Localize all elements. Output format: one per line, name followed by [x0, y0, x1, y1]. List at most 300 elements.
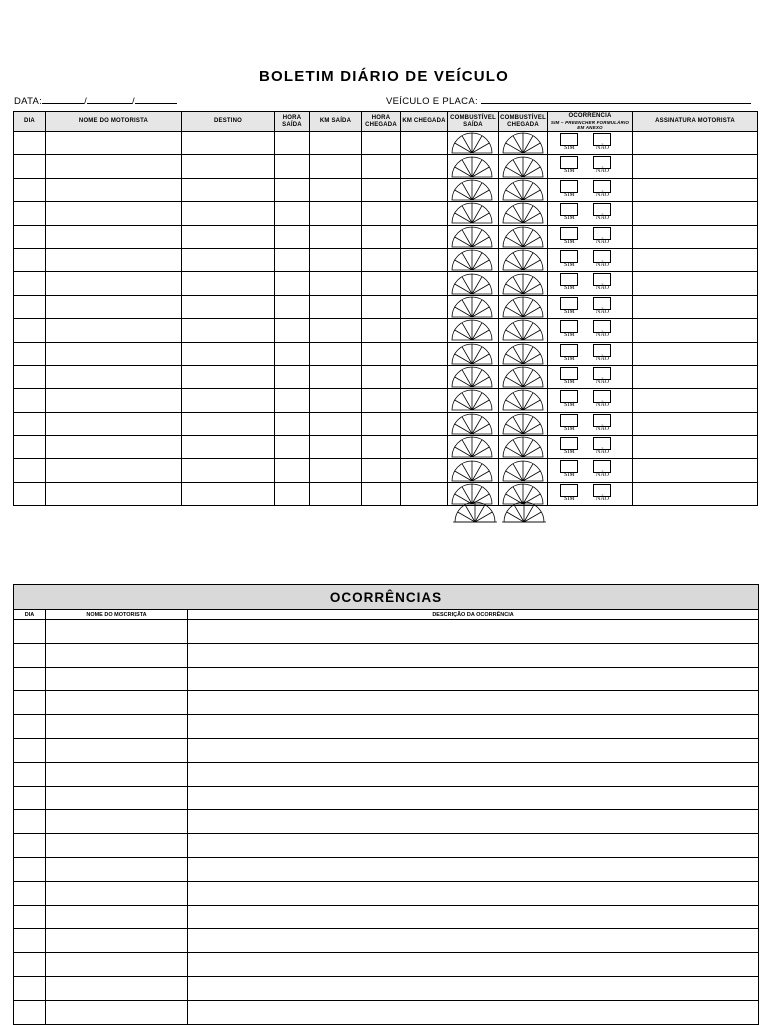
occ-cell-nome-motorista[interactable] — [46, 976, 188, 1000]
occ-cell-nome-motorista[interactable] — [46, 810, 188, 834]
table-row — [14, 155, 758, 178]
cell-km-saida[interactable] — [310, 248, 362, 271]
fuel-gauge-icon — [499, 436, 547, 458]
occ-cell-nome-motorista[interactable] — [46, 691, 188, 715]
fuel-gauge-icon — [499, 296, 547, 318]
cell-assinatura[interactable] — [633, 178, 758, 201]
cell-combustivel-chegada — [499, 436, 548, 459]
fuel-gauge-icon — [451, 501, 499, 523]
occ-cell-descricao[interactable] — [188, 810, 759, 834]
cell-combustivel-chegada — [499, 295, 548, 318]
cell-assinatura[interactable] — [633, 295, 758, 318]
occ-cell-descricao[interactable] — [188, 881, 759, 905]
cell-hora-chegada[interactable] — [362, 436, 401, 459]
nao-label: NÃO — [596, 261, 609, 268]
cell-hora-chegada[interactable] — [362, 295, 401, 318]
cell-assinatura[interactable] — [633, 248, 758, 271]
cell-destino[interactable] — [182, 295, 275, 318]
cell-dia[interactable] — [14, 436, 46, 459]
fuel-gauge-icon — [448, 202, 496, 224]
cell-assinatura[interactable] — [633, 272, 758, 295]
occ-cell-descricao[interactable] — [188, 762, 759, 786]
table-row — [14, 643, 759, 667]
cell-hora-saida[interactable] — [275, 482, 310, 505]
sim-label: SIM — [564, 495, 575, 502]
table-row — [14, 691, 759, 715]
cell-dia[interactable] — [14, 225, 46, 248]
cell-hora-saida[interactable] — [275, 295, 310, 318]
cell-hora-saida[interactable] — [275, 459, 310, 482]
cell-destino[interactable] — [182, 319, 275, 342]
cell-combustivel-saida — [448, 225, 499, 248]
fuel-gauge-icon — [499, 249, 547, 271]
cell-destino[interactable] — [182, 436, 275, 459]
occ-cell-descricao[interactable] — [188, 1000, 759, 1024]
cell-combustivel-saida — [448, 436, 499, 459]
cell-hora-chegada[interactable] — [362, 459, 401, 482]
table-row — [14, 976, 759, 1000]
occ-cell-dia[interactable] — [14, 929, 46, 953]
cell-km-chegada[interactable] — [401, 319, 448, 342]
cell-ocorrencia — [548, 459, 633, 482]
col-header-ocorrencia — [548, 112, 633, 132]
cell-km-chegada[interactable] — [401, 202, 448, 225]
fuel-gauge-icon — [499, 413, 547, 435]
nao-label: NÃO — [596, 402, 609, 409]
cell-dia[interactable] — [14, 482, 46, 505]
cell-assinatura[interactable] — [633, 155, 758, 178]
cell-km-saida[interactable] — [310, 225, 362, 248]
cell-dia[interactable] — [14, 412, 46, 435]
occ-cell-nome-motorista[interactable] — [46, 738, 188, 762]
occ-cell-descricao[interactable] — [188, 834, 759, 858]
table-row — [14, 810, 759, 834]
cell-combustivel-chegada — [499, 342, 548, 365]
sim-label: SIM — [564, 378, 575, 385]
occ-cell-dia[interactable] — [14, 857, 46, 881]
cell-ocorrencia — [548, 248, 633, 271]
fuel-gauge-icon — [448, 460, 496, 482]
cell-hora-saida[interactable] — [275, 248, 310, 271]
cell-combustivel-chegada — [499, 319, 548, 342]
cell-dia[interactable] — [14, 202, 46, 225]
vehicle-plate-label: VEÍCULO E PLACA: — [386, 96, 478, 107]
cell-km-saida[interactable] — [310, 389, 362, 412]
cell-km-saida[interactable] — [310, 132, 362, 155]
cell-hora-saida[interactable] — [275, 202, 310, 225]
cell-hora-chegada[interactable] — [362, 155, 401, 178]
cell-hora-chegada[interactable] — [362, 412, 401, 435]
occ-cell-descricao[interactable] — [188, 620, 759, 644]
occ-cell-dia[interactable] — [14, 667, 46, 691]
cell-combustivel-chegada — [499, 202, 548, 225]
cell-assinatura[interactable] — [633, 482, 758, 505]
cell-combustivel-chegada — [499, 155, 548, 178]
date-field[interactable] — [14, 94, 177, 107]
cell-dia[interactable] — [14, 155, 46, 178]
cell-assinatura[interactable] — [633, 319, 758, 342]
cell-nome-motorista[interactable] — [46, 319, 182, 342]
occ-cell-descricao[interactable] — [188, 905, 759, 929]
fuel-gauge-icon — [448, 132, 496, 154]
fuel-gauge-icon — [499, 156, 547, 178]
cell-hora-chegada[interactable] — [362, 132, 401, 155]
cell-destino[interactable] — [182, 132, 275, 155]
cell-dia[interactable] — [14, 132, 46, 155]
cell-nome-motorista[interactable] — [46, 436, 182, 459]
fuel-gauge-icon — [499, 202, 547, 224]
occ-cell-nome-motorista[interactable] — [46, 1000, 188, 1024]
occ-cell-nome-motorista[interactable] — [46, 953, 188, 977]
cell-destino[interactable] — [182, 342, 275, 365]
cell-nome-motorista[interactable] — [46, 482, 182, 505]
cell-hora-chegada[interactable] — [362, 342, 401, 365]
cell-combustivel-saida — [448, 342, 499, 365]
occ-cell-descricao[interactable] — [188, 738, 759, 762]
cell-combustivel-saida — [448, 155, 499, 178]
cell-km-chegada[interactable] — [401, 365, 448, 388]
nao-label: NÃO — [596, 495, 609, 502]
cell-km-chegada[interactable] — [401, 459, 448, 482]
cell-assinatura[interactable] — [633, 459, 758, 482]
cell-destino[interactable] — [182, 365, 275, 388]
occ-cell-dia[interactable] — [14, 976, 46, 1000]
table-row — [14, 178, 758, 201]
occ-cell-dia[interactable] — [14, 738, 46, 762]
nao-label: NÃO — [596, 191, 609, 198]
cell-hora-chegada[interactable] — [362, 389, 401, 412]
cell-km-saida[interactable] — [310, 459, 362, 482]
nao-label: NÃO — [596, 168, 609, 175]
occ-cell-dia[interactable] — [14, 953, 46, 977]
cell-ocorrencia — [548, 436, 633, 459]
occ-cell-descricao[interactable] — [188, 691, 759, 715]
cell-ocorrencia — [548, 482, 633, 505]
cell-km-saida[interactable] — [310, 295, 362, 318]
nao-label: NÃO — [596, 449, 609, 456]
table-row — [14, 620, 759, 644]
cell-combustivel-saida — [448, 202, 499, 225]
cell-assinatura[interactable] — [633, 202, 758, 225]
nao-label: NÃO — [596, 308, 609, 315]
occ-cell-dia[interactable] — [14, 881, 46, 905]
cell-hora-chegada[interactable] — [362, 225, 401, 248]
cell-hora-saida[interactable] — [275, 225, 310, 248]
occ-cell-dia[interactable] — [14, 810, 46, 834]
cell-km-chegada[interactable] — [401, 248, 448, 271]
cell-nome-motorista[interactable] — [46, 178, 182, 201]
occ-cell-descricao[interactable] — [188, 976, 759, 1000]
cell-assinatura[interactable] — [633, 225, 758, 248]
nao-label: NÃO — [596, 285, 609, 292]
cell-destino[interactable] — [182, 178, 275, 201]
cell-hora-chegada[interactable] — [362, 248, 401, 271]
sim-label: SIM — [564, 168, 575, 175]
cell-km-chegada[interactable] — [401, 155, 448, 178]
cell-dia[interactable] — [14, 178, 46, 201]
cell-nome-motorista[interactable] — [46, 272, 182, 295]
occ-cell-descricao[interactable] — [188, 929, 759, 953]
fuel-gauge-icon — [448, 366, 496, 388]
occ-cell-nome-motorista[interactable] — [46, 881, 188, 905]
cell-hora-saida[interactable] — [275, 132, 310, 155]
cell-hora-saida[interactable] — [275, 155, 310, 178]
cell-combustivel-chegada — [499, 365, 548, 388]
occ-cell-descricao[interactable] — [188, 715, 759, 739]
cell-ocorrencia — [548, 412, 633, 435]
cell-assinatura[interactable] — [633, 132, 758, 155]
daily-log-header-row — [14, 112, 758, 132]
cell-km-chegada[interactable] — [401, 295, 448, 318]
cell-hora-saida[interactable] — [275, 365, 310, 388]
cell-combustivel-saida — [448, 248, 499, 271]
cell-hora-saida[interactable] — [275, 342, 310, 365]
occ-cell-dia[interactable] — [14, 691, 46, 715]
cell-assinatura[interactable] — [633, 389, 758, 412]
cell-combustivel-saida — [448, 459, 499, 482]
fuel-gauge-icon — [448, 226, 496, 248]
table-row — [14, 786, 759, 810]
vehicle-plate-field[interactable] — [386, 94, 751, 107]
occ-cell-nome-motorista[interactable] — [46, 643, 188, 667]
cell-hora-saida[interactable] — [275, 272, 310, 295]
occ-cell-nome-motorista[interactable] — [46, 905, 188, 929]
cell-hora-saida[interactable] — [275, 436, 310, 459]
fuel-gauge-icon — [448, 436, 496, 458]
cell-km-chegada[interactable] — [401, 132, 448, 155]
cell-assinatura[interactable] — [633, 436, 758, 459]
occ-cell-nome-motorista[interactable] — [46, 667, 188, 691]
cell-destino[interactable] — [182, 482, 275, 505]
occ-cell-dia[interactable] — [14, 834, 46, 858]
cell-assinatura[interactable] — [633, 412, 758, 435]
occ-cell-nome-motorista[interactable] — [46, 929, 188, 953]
table-row — [14, 248, 758, 271]
cell-ocorrencia — [548, 202, 633, 225]
fuel-gauge-icon — [448, 179, 496, 201]
cell-nome-motorista[interactable] — [46, 459, 182, 482]
occ-cell-nome-motorista[interactable] — [46, 620, 188, 644]
cell-dia[interactable] — [14, 272, 46, 295]
cell-nome-motorista[interactable] — [46, 389, 182, 412]
occ-cell-descricao[interactable] — [188, 643, 759, 667]
occ-cell-dia[interactable] — [14, 620, 46, 644]
cell-km-saida[interactable] — [310, 412, 362, 435]
cell-km-saida[interactable] — [310, 365, 362, 388]
extra-fuel-gauge — [500, 501, 548, 528]
cell-km-saida[interactable] — [310, 436, 362, 459]
cell-combustivel-chegada — [499, 459, 548, 482]
sim-label: SIM — [564, 449, 575, 456]
table-row — [14, 1000, 759, 1024]
cell-dia[interactable] — [14, 319, 46, 342]
cell-hora-chegada[interactable] — [362, 319, 401, 342]
table-row — [14, 834, 759, 858]
cell-nome-motorista[interactable] — [46, 155, 182, 178]
cell-combustivel-saida — [448, 412, 499, 435]
extra-fuel-gauge — [451, 501, 499, 528]
table-row — [14, 738, 759, 762]
sim-label: SIM — [564, 261, 575, 268]
cell-destino[interactable] — [182, 412, 275, 435]
table-row — [14, 225, 758, 248]
occ-cell-nome-motorista[interactable] — [46, 786, 188, 810]
nao-label: NÃO — [596, 215, 609, 222]
table-row — [14, 412, 758, 435]
table-row — [14, 762, 759, 786]
cell-hora-chegada[interactable] — [362, 482, 401, 505]
cell-km-chegada[interactable] — [401, 272, 448, 295]
nao-label: NÃO — [596, 238, 609, 245]
occ-cell-nome-motorista[interactable] — [46, 834, 188, 858]
cell-nome-motorista[interactable] — [46, 295, 182, 318]
date-separator: / — [84, 96, 88, 107]
cell-combustivel-saida — [448, 295, 499, 318]
cell-km-saida[interactable] — [310, 202, 362, 225]
cell-combustivel-chegada — [499, 389, 548, 412]
cell-destino[interactable] — [182, 389, 275, 412]
sim-label: SIM — [564, 191, 575, 198]
occ-cell-nome-motorista[interactable] — [46, 762, 188, 786]
nao-label: NÃO — [596, 378, 609, 385]
fuel-gauge-icon — [499, 179, 547, 201]
fuel-gauge-icon — [499, 226, 547, 248]
cell-km-saida[interactable] — [310, 319, 362, 342]
occ-cell-dia[interactable] — [14, 643, 46, 667]
cell-dia[interactable] — [14, 248, 46, 271]
cell-km-saida[interactable] — [310, 155, 362, 178]
col-header-km-chegada: KM CHEGADA — [401, 112, 448, 132]
table-row — [14, 459, 758, 482]
cell-hora-saida[interactable] — [275, 319, 310, 342]
cell-destino[interactable] — [182, 459, 275, 482]
fuel-gauge-icon — [499, 389, 547, 411]
table-row — [14, 715, 759, 739]
cell-assinatura[interactable] — [633, 342, 758, 365]
occ-cell-descricao[interactable] — [188, 786, 759, 810]
cell-km-chegada[interactable] — [401, 412, 448, 435]
cell-km-chegada[interactable] — [401, 389, 448, 412]
occ-cell-descricao[interactable] — [188, 953, 759, 977]
fuel-gauge-icon — [499, 273, 547, 295]
cell-km-chegada[interactable] — [401, 178, 448, 201]
cell-ocorrencia — [548, 155, 633, 178]
occ-cell-dia[interactable] — [14, 1000, 46, 1024]
cell-ocorrencia — [548, 272, 633, 295]
cell-destino[interactable] — [182, 225, 275, 248]
cell-nome-motorista[interactable] — [46, 225, 182, 248]
cell-km-chegada[interactable] — [401, 436, 448, 459]
table-row — [14, 319, 758, 342]
sim-label: SIM — [564, 285, 575, 292]
cell-hora-chegada[interactable] — [362, 365, 401, 388]
cell-dia[interactable] — [14, 389, 46, 412]
cell-hora-saida[interactable] — [275, 412, 310, 435]
occ-cell-dia[interactable] — [14, 762, 46, 786]
occ-cell-nome-motorista[interactable] — [46, 857, 188, 881]
cell-nome-motorista[interactable] — [46, 132, 182, 155]
occ-cell-descricao[interactable] — [188, 857, 759, 881]
occ-cell-dia[interactable] — [14, 905, 46, 929]
cell-destino[interactable] — [182, 248, 275, 271]
cell-nome-motorista[interactable] — [46, 248, 182, 271]
occ-cell-descricao[interactable] — [188, 667, 759, 691]
occ-cell-dia[interactable] — [14, 715, 46, 739]
col-header-hora-chegada: HORA CHEGADA — [362, 112, 401, 132]
cell-dia[interactable] — [14, 459, 46, 482]
cell-combustivel-saida — [448, 389, 499, 412]
daily-log-table — [13, 111, 758, 506]
fuel-gauge-icon — [499, 366, 547, 388]
sim-label: SIM — [564, 472, 575, 479]
table-row — [14, 436, 758, 459]
cell-hora-chegada[interactable] — [362, 202, 401, 225]
cell-destino[interactable] — [182, 202, 275, 225]
cell-combustivel-saida — [448, 178, 499, 201]
ocorrencia-header-label: OCORRENCIA — [568, 113, 612, 119]
cell-combustivel-chegada — [499, 272, 548, 295]
fuel-gauge-icon — [500, 501, 548, 523]
cell-combustivel-chegada — [499, 178, 548, 201]
ocorrencia-note: SIM – PREENCHER FORMULÁRIO EM ANEXO — [550, 120, 630, 130]
cell-hora-chegada[interactable] — [362, 272, 401, 295]
table-row — [14, 881, 759, 905]
cell-km-chegada[interactable] — [401, 225, 448, 248]
nao-label: NÃO — [596, 425, 609, 432]
sim-label: SIM — [564, 145, 575, 151]
cell-km-saida[interactable] — [310, 342, 362, 365]
table-row — [14, 272, 758, 295]
cell-km-chegada[interactable] — [401, 482, 448, 505]
cell-hora-saida[interactable] — [275, 178, 310, 201]
cell-nome-motorista[interactable] — [46, 412, 182, 435]
cell-hora-saida[interactable] — [275, 389, 310, 412]
cell-nome-motorista[interactable] — [46, 365, 182, 388]
cell-combustivel-chegada — [499, 132, 548, 155]
cell-dia[interactable] — [14, 365, 46, 388]
cell-dia[interactable] — [14, 342, 46, 365]
cell-destino[interactable] — [182, 155, 275, 178]
table-row — [14, 929, 759, 953]
sim-label: SIM — [564, 332, 575, 339]
cell-combustivel-chegada — [499, 225, 548, 248]
cell-ocorrencia — [548, 319, 633, 342]
nao-label: NÃO — [596, 332, 609, 339]
cell-hora-chegada[interactable] — [362, 178, 401, 201]
fuel-gauge-icon — [448, 296, 496, 318]
table-row — [14, 365, 758, 388]
cell-km-chegada[interactable] — [401, 342, 448, 365]
cell-combustivel-saida — [448, 365, 499, 388]
cell-destino[interactable] — [182, 272, 275, 295]
occ-col-header-dia: DIA — [14, 610, 46, 620]
cell-km-saida[interactable] — [310, 272, 362, 295]
cell-dia[interactable] — [14, 295, 46, 318]
cell-km-saida[interactable] — [310, 178, 362, 201]
cell-combustivel-saida — [448, 272, 499, 295]
cell-ocorrencia — [548, 295, 633, 318]
cell-nome-motorista[interactable] — [46, 202, 182, 225]
cell-assinatura[interactable] — [633, 365, 758, 388]
cell-km-saida[interactable] — [310, 482, 362, 505]
col-header-combustivel-saida: COMBUSTÍVEL SAÍDA — [448, 112, 499, 132]
occ-cell-dia[interactable] — [14, 786, 46, 810]
cell-nome-motorista[interactable] — [46, 342, 182, 365]
occurrences-header-row — [14, 610, 759, 620]
table-row — [14, 342, 758, 365]
occ-cell-nome-motorista[interactable] — [46, 715, 188, 739]
date-separator: / — [132, 96, 135, 107]
